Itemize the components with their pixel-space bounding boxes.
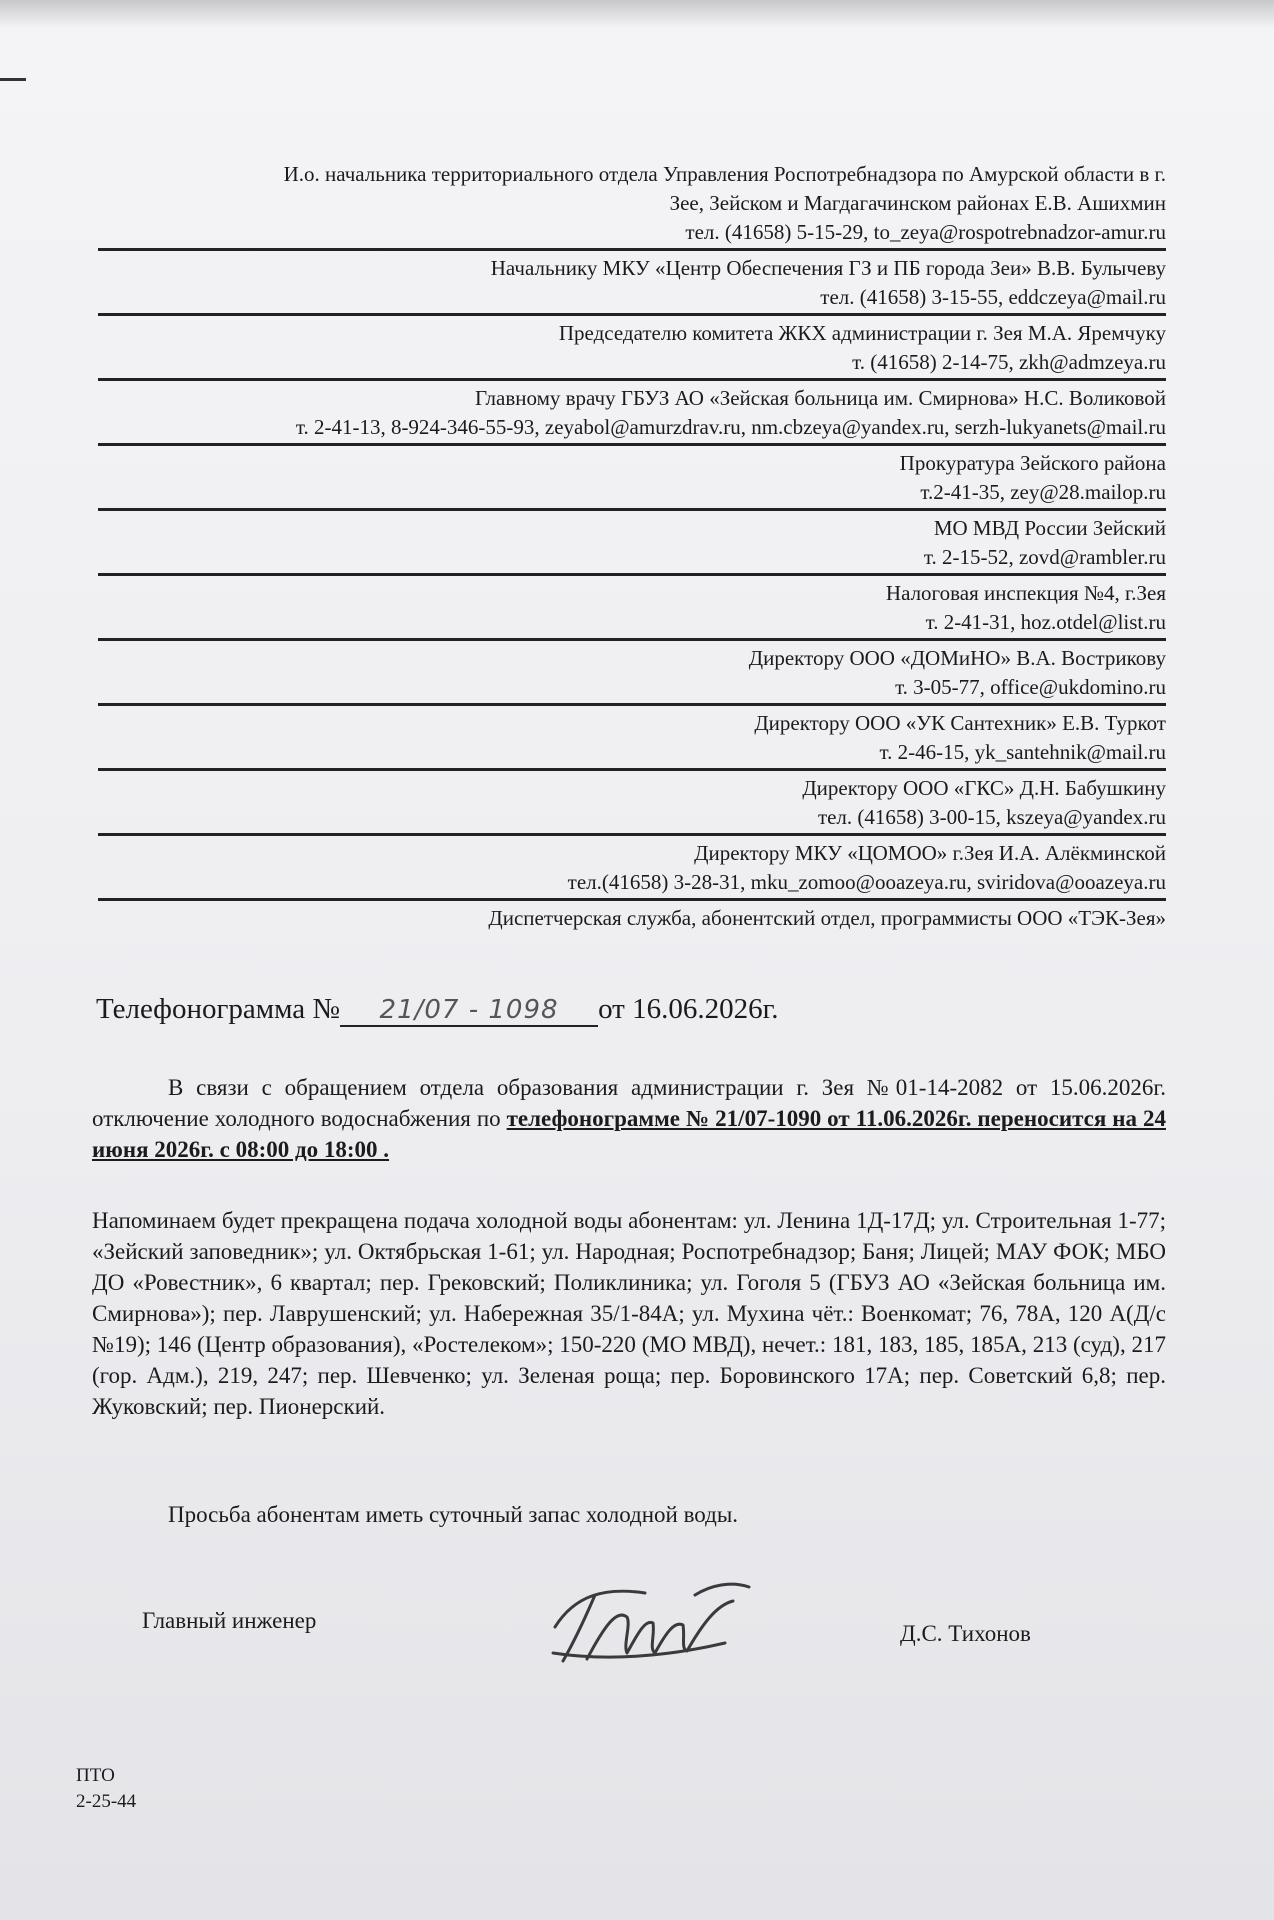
addressee-list	[98, 160, 1166, 937]
addressee-contact: тел. (41658) 5-15-29, to_zeya@rospotrebnadzor-amur.ru	[685, 220, 1166, 244]
addressee-rospotrebnadzor	[98, 160, 1166, 251]
addressee-contact: тел.(41658) 3-28-31, mku_zomoo@ooazeya.ru, sviridova@ooazeya.ru	[567, 870, 1166, 894]
addressee-tax-inspection	[98, 579, 1166, 641]
addressee-contact: т. 3-05-77, office@ukdomino.ru	[895, 675, 1166, 699]
footer-department: ПТО	[76, 1765, 115, 1786]
addressee-line: Прокуратура Зейского района	[899, 451, 1166, 475]
addressee-tsomoo	[98, 839, 1166, 901]
addressee-contact: т.2-41-35, zey@28.mailop.ru	[920, 480, 1166, 504]
addressee-line: Директору МКУ «ЦОМОО» г.Зея И.А. Алёкминской	[694, 841, 1166, 865]
notice-paragraph	[92, 1072, 1166, 1165]
addressee-contact: т. 2-41-31, hoz.otdel@list.ru	[925, 610, 1166, 634]
addressee-tek-zeya	[98, 904, 1166, 934]
addressee-line: Директору ООО «УК Сантехник» Е.В. Туркот	[754, 711, 1166, 735]
addressee-contact: тел. (41658) 3-00-15, kszeya@yandex.ru	[817, 805, 1166, 829]
handwritten-signature	[535, 1565, 765, 1675]
addressee-housing-committee	[98, 319, 1166, 381]
addressee-line: И.о. начальника территориального отдела Управления Роспотребнадзора по Амурской области в г.	[283, 162, 1166, 186]
addressee-police	[98, 514, 1166, 576]
addressee-line: Диспетчерская служба, абонентский отдел, программисты ООО «ТЭК-Зея»	[488, 906, 1166, 930]
handwritten-number: 21/07 - 1098	[340, 995, 598, 1027]
addressee-domino	[98, 644, 1166, 706]
notice-emphasis: телефонограмме № 21/07-1090 от 11.06.2026г. переносится на 24 июня 2026г. с 08:00 до 18:00 .	[92, 1106, 1166, 1162]
addressee-civil-defense-center	[98, 254, 1166, 316]
addressee-line: Директору ООО «ГКС» Д.Н. Бабушкину	[802, 776, 1166, 800]
addressee-line: Начальнику МКУ «Центр Обеспечения ГЗ и ПБ города Зеи» В.В. Булычеву	[490, 256, 1166, 280]
addressee-contact: т. (41658) 2-14-75, zkh@admzeya.ru	[852, 350, 1166, 374]
addressee-line: МО МВД России Зейский	[933, 516, 1166, 540]
addressee-gks	[98, 774, 1166, 836]
addressee-contact: т. 2-15-52, zovd@rambler.ru	[923, 545, 1166, 569]
document-title	[96, 993, 778, 1027]
signatory-role: Главный инженер	[142, 1608, 317, 1633]
addressee-contact: тел. (41658) 3-15-55, eddczeya@mail.ru	[820, 285, 1166, 309]
addressee-contact: т. 2-41-13, 8-924-346-55-93, zeyabol@amurzdrav.ru, nm.cbzeya@yandex.ru, serzh-lukyanets@mail.ru	[295, 415, 1166, 439]
addressee-line: Директору ООО «ДОМиНО» В.А. Вострикову	[748, 646, 1166, 670]
footer-note	[76, 1763, 136, 1815]
signatory-name: Д.С. Тихонов	[900, 1621, 1031, 1646]
addressee-line: Председателю комитета ЖКХ администрации г. Зея М.А. Яремчуку	[558, 321, 1166, 345]
addressee-contact: т. 2-46-15, yk_santehnik@mail.ru	[879, 740, 1166, 764]
affected-subscribers-paragraph: Напоминаем будет прекращена подача холодной воды абонентам: ул. Ленина 1Д-17Д; ул. Строительная 1-77; «Зейский заповедник»; ул. Октябрьская 1-61; ул. Народная; Роспотребнадзор; Баня; Лицей; МАУ ФОК; МБО ДО «Ровестник», 6 квартал; пер. Грековский; Поликлиника; ул. Гоголя 5 (ГБУЗ АО «Зейская больница им. Смирнова»); пер. Лаврушенский; ул. Набережная 35/1-84А; ул. Мухина чёт.: Военкомат; 76, 78А, 120 А(Д/с №19); 146 (Центр образования), «Ростелеком»; 150-220 (МО МВД), нечет.: 181, 183, 185, 185А, 213 (суд), 217 (гор. Адм.), 219, 247; пер. Шевченко; ул. Зеленая роща; пер. Боровинского 17А; пер. Советский 6,8; пер. Жуковский; пер. Пионерский.	[92, 1208, 1166, 1419]
addressee-line: Главному врачу ГБУЗ АО «Зейская больница им. Смирнова» Н.С. Воликовой	[474, 386, 1166, 410]
addressee-line: Зее, Зейском и Магдагачинском районах Е.В. Ашихмин	[669, 191, 1166, 215]
title-label: Телефонограмма №	[96, 993, 341, 1025]
notice-text: В связи с обращением отдела образования администрации г. Зея №01-14-2082 от 15.06.2026г. отключение холодного водоснабжения по	[92, 1075, 1166, 1131]
addressee-uk-santehnik	[98, 709, 1166, 771]
addressee-line: Налоговая инспекция №4, г.Зея	[885, 581, 1166, 605]
addressee-prosecutor	[98, 449, 1166, 511]
title-date: от 16.06.2026г.	[598, 993, 779, 1025]
request-paragraph: Просьба абонентам иметь суточный запас холодной воды.	[168, 1502, 739, 1527]
corner-mark	[0, 78, 26, 81]
page-edge-shadow	[0, 0, 1274, 28]
addressee-hospital	[98, 384, 1166, 446]
footer-phone: 2-25-44	[76, 1791, 137, 1812]
